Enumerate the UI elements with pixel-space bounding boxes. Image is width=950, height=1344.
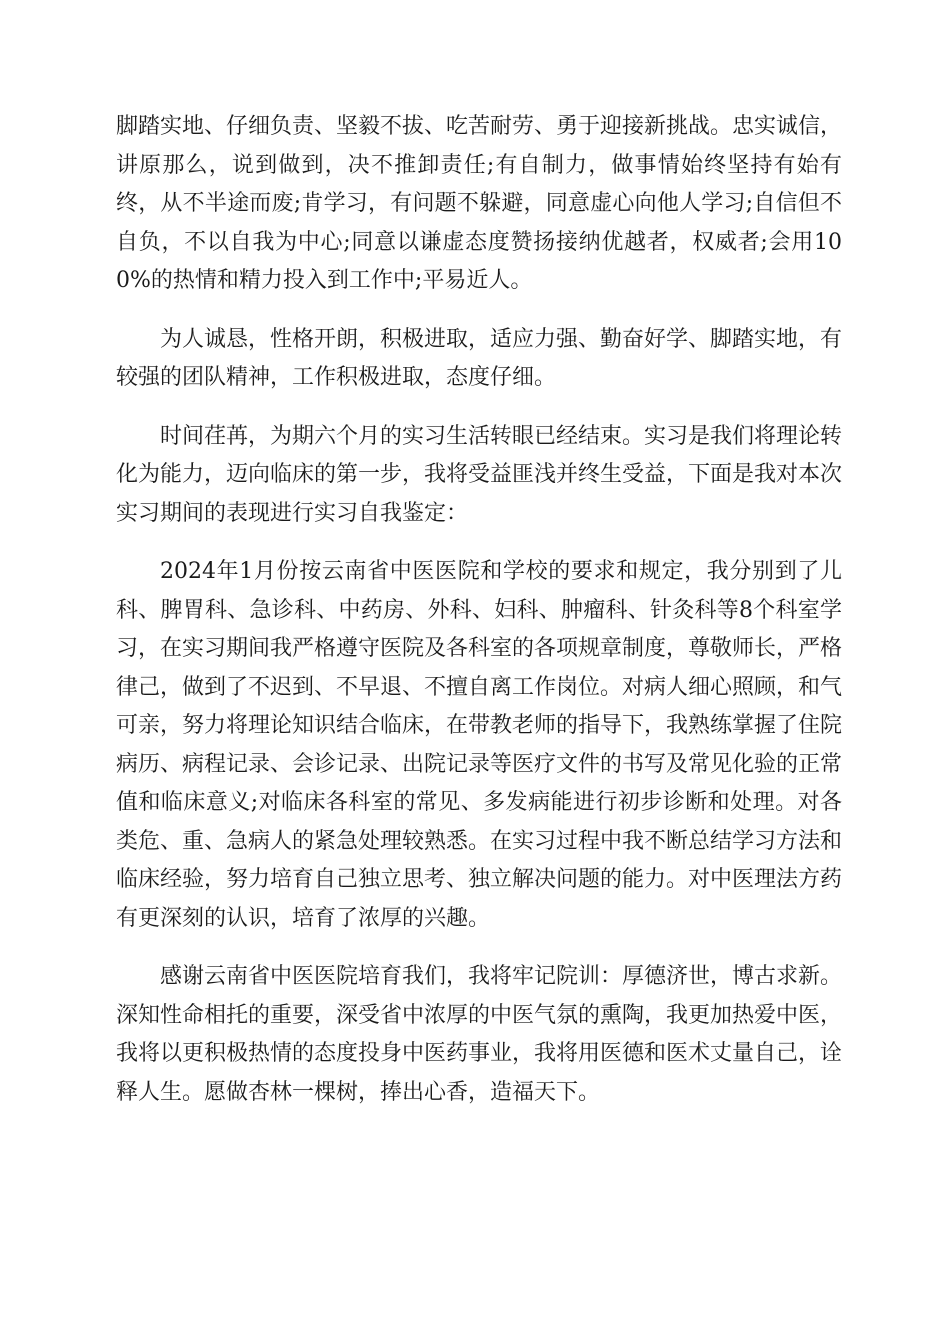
paragraph-personality: 为人诚恳，性格开朗，积极进取，适应力强、勤奋好学、脚踏实地，有较强的团队精神，工作积极进取，态度仔细。 bbox=[116, 326, 843, 390]
document-body bbox=[116, 108, 842, 1132]
paragraph-internship-intro: 时间荏苒，为期六个月的实习生活转眼已经结束。实习是我们将理论转化为能力，迈向临床的第一步，我将受益匪浅并终生受益，下面是我对本次实习期间的表现进行实习自我鉴定： bbox=[116, 423, 843, 526]
paragraph-gratitude: 感谢云南省中医医院培育我们，我将牢记院训：厚德济世，博古求新。深知性命相托的重要，深受省中浓厚的中医气氛的熏陶，我更加热爱中医，我将以更积极热情的态度投身中医药事业，我将用医德和医术丈量自己，诠释人生。愿做杏林一棵树，捧出心香，造福天下。 bbox=[116, 964, 843, 1105]
paragraph-continuation: 脚踏实地、仔细负责、坚毅不拔、吃苦耐劳、勇于迎接新挑战。忠实诚信，讲原那么，说到做到，决不推卸责任;有自制力，做事情始终坚持有始有终，从不半途而废;肯学习，有问题不躲避，同意虚心向他人学习;自信但不自负，不以自我为中心;同意以谦虚态度赞扬接纳优越者，权威者;会用100%的热情和精力投入到工作中;平易近人。 bbox=[116, 114, 843, 293]
paragraph-internship-details: 2024年1月份按云南省中医医院和学校的要求和规定，我分别到了儿科、脾胃科、急诊科、中药房、外科、妇科、肿瘤科、针灸科等8个科室学习，在实习期间我严格遵守医院及各科室的各项规章制度，尊敬师长，严格律己，做到了不迟到、不早退、不擅自离工作岗位。对病人细心照顾，和气可亲，努力将理论知识结合临床，在带教老师的指导下，我熟练掌握了住院病历、病程记录、会诊记录、出院记录等医疗文件的书写及常见化验的正常值和临床意义;对临床各科室的常见、多发病能进行初步诊断和处理。对各类危、重、急病人的紧急处理较熟悉。在实习过程中我不断总结学习方法和临床经验，努力培育自己独立思考、独立解决问题的能力。对中医理法方药有更深刻的认识，培育了浓厚的兴趣。 bbox=[116, 559, 843, 931]
